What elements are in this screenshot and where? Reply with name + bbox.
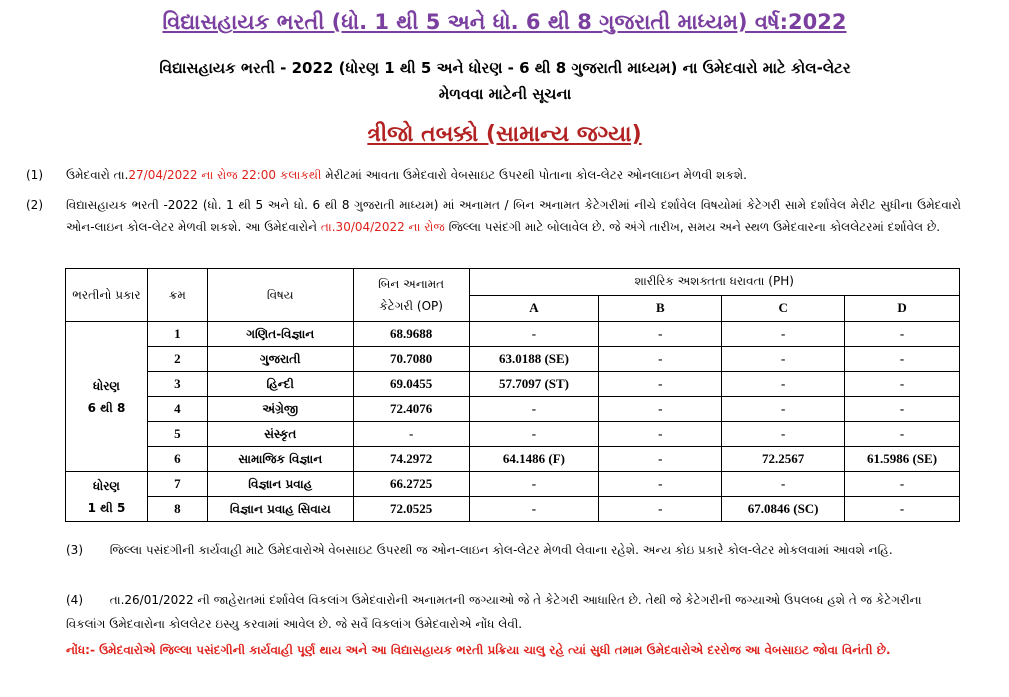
cell-op: 68.9688 <box>353 322 469 347</box>
instruction-2-date: તા.30/04/2022 ના રોજ <box>320 220 445 234</box>
cell-a: - <box>469 397 599 422</box>
table-row <box>66 372 960 397</box>
header-ph-a: A <box>469 295 599 322</box>
cell-c: 67.0846 (SC) <box>722 497 845 522</box>
header-ph-b: B <box>599 295 722 322</box>
instruction-3 <box>66 538 961 562</box>
cell-a: - <box>469 497 599 522</box>
table-row <box>66 397 960 422</box>
cell-b: - <box>599 322 722 347</box>
cell-d: - <box>845 422 960 447</box>
cell-d: - <box>845 497 960 522</box>
instruction-4-text: તા.26/01/2022 ની જાહેરાતમાં દર્શાવેલ વિકલાંગ ઉમેદવારોની અનામતની જગ્યાઓ જે તે કેટેગરી આધારિત છે. તેથી જે કેટેગરીની જગ્યાઓ ઉપલબ્ધ હશે તે જ કેટેગરીના વિકલાંગ ઉમેદવારોના કોલલેટર ઇસ્યુ કરવામાં આવેલ છે. જે સર્વે વિકલાંગ ઉમેદવારોએ નોંધ લેવી. <box>66 593 922 631</box>
cell-op: 66.2725 <box>353 472 469 497</box>
instruction-2-number: (2) <box>26 198 43 212</box>
cell-c: 72.2567 <box>722 447 845 472</box>
page-title: વિદ્યાસહાયક ભરતી (ધો. 1 થી 5 અને ધો. 6 થી 8 ગુજરાતી માધ્યમ) વર્ષ:2022 <box>162 10 847 34</box>
table-row <box>66 347 960 372</box>
cell-d: - <box>845 322 960 347</box>
cell-b: - <box>599 397 722 422</box>
group-type-cell <box>66 322 148 472</box>
phase-heading: ત્રીજો તબક્કો (સામાન્ય જગ્યા) <box>367 122 642 147</box>
cell-a: - <box>469 322 599 347</box>
header-ph-c: C <box>722 295 845 322</box>
cell-op: 74.2972 <box>353 447 469 472</box>
cell-c: - <box>722 372 845 397</box>
cell-sr: 3 <box>147 372 207 397</box>
cell-a: - <box>469 422 599 447</box>
notice-note: નોંધ:- ઉમેદવારોએ જિલ્લા પસંદગીની કાર્યવાહી પૂર્ણ થાય અને આ વિદ્યાસહાયક ભરતી પ્રક્રિયા ચાલુ રહે ત્યાં સુધી તમામ ઉમેદવારોએ દરરોજ આ વેબસાઇટ જોવા વિનંતી છે. <box>66 643 891 657</box>
cell-op: 69.0455 <box>353 372 469 397</box>
table-header-row <box>66 269 960 296</box>
cell-subject: વિજ્ઞાન પ્રવાહ સિવાય <box>207 497 353 522</box>
instruction-1-text: ઉમેદવારો તા. <box>66 168 129 182</box>
instruction-3-number: (3) <box>66 543 83 557</box>
cell-op: 70.7080 <box>353 347 469 372</box>
cell-subject: સામાજિક વિજ્ઞાન <box>207 447 353 472</box>
table-row <box>66 422 960 447</box>
header-ph-d: D <box>845 295 960 322</box>
cell-subject: અંગ્રેજી <box>207 397 353 422</box>
cell-sr: 1 <box>147 322 207 347</box>
header-op <box>353 269 469 322</box>
cell-sr: 5 <box>147 422 207 447</box>
table-row <box>66 447 960 472</box>
cell-a: 57.7097 (ST) <box>469 372 599 397</box>
subtitle-line-2: મેળવવા માટેની સૂચના <box>438 85 572 103</box>
instruction-1 <box>26 164 961 186</box>
cell-sr: 4 <box>147 397 207 422</box>
cell-op: 72.0525 <box>353 497 469 522</box>
header-recruitment-type: ભરતીનો પ્રકાર <box>66 269 148 322</box>
cell-c: - <box>722 397 845 422</box>
cell-c: - <box>722 322 845 347</box>
instruction-2-text: વિદ્યાસહાયક ભરતી -2022 (ધો. 1 થી 5 અને ધો. 6 થી 8 ગુજરાતી માધ્યમ) માં અનામત / બિન અનામત કેટેગરીમાં નીચે દર્શાવેલ વિષયોમાં કેટેગરી સામે દર્શાવેલ મેરીટ સુધીના ઉમેદવારો ઓન-લાઇન કોલ-લેટર મેળવી શકશે. આ ઉમેદવારોને <box>66 198 961 234</box>
cell-b: - <box>599 422 722 447</box>
cell-b: - <box>599 497 722 522</box>
cell-sr: 8 <box>147 497 207 522</box>
cell-sr: 2 <box>147 347 207 372</box>
cell-op: 72.4076 <box>353 397 469 422</box>
cell-a: - <box>469 472 599 497</box>
group-type-cell <box>66 472 148 522</box>
cell-sr: 7 <box>147 472 207 497</box>
cell-a: 63.0188 (SE) <box>469 347 599 372</box>
cell-d: - <box>845 397 960 422</box>
merit-table <box>65 268 960 522</box>
cell-c: - <box>722 472 845 497</box>
cell-b: - <box>599 347 722 372</box>
instruction-3-text: જિલ્લા પસંદગીની કાર્યવાહી માટે ઉમેદવારોએ વેબસાઇટ ઉપરથી જ ઓન-લાઇન કોલ-લેટર મેળવી લેવાના રહેશે. અન્ય કોઇ પ્રકારે કોલ-લેટર મોકલવામાં આવશે નહિ. <box>109 543 893 557</box>
instruction-2 <box>26 194 961 238</box>
instruction-1-text-end: મેરીટમાં આવતા ઉમેદવારો વેબસાઇટ ઉપરથી પોતાના કોલ-લેટર ઓનલાઇન મેળવી શકશે. <box>321 168 747 182</box>
header-op-line-2: કેટેગરી (OP) <box>379 299 443 313</box>
group-type-line-1: ધોરણ <box>93 378 120 393</box>
cell-c: - <box>722 422 845 447</box>
instruction-4 <box>66 588 961 636</box>
instruction-2-text-end: જિલ્લા પસંદગી માટે બોલાવેલ છે. જે અંગે તારીખ, સમય અને સ્થળ ઉમેદવારના કોલલેટરમાં દર્શાવેલ છે. <box>444 220 941 234</box>
table-row <box>66 322 960 347</box>
header-subject: વિષય <box>207 269 353 322</box>
table-row <box>66 497 960 522</box>
cell-d: - <box>845 472 960 497</box>
notice-subtitle <box>40 55 970 107</box>
instruction-1-date: 27/04/2022 ના રોજ 22:00 કલાકથી <box>128 168 322 182</box>
cell-subject: હિન્દી <box>207 372 353 397</box>
header-serial: ક્રમ <box>147 269 207 322</box>
cell-sr: 6 <box>147 447 207 472</box>
header-ph: શારીરિક અશક્તતા ધરાવતા (PH) <box>469 269 959 296</box>
cell-c: - <box>722 347 845 372</box>
cell-d: - <box>845 347 960 372</box>
group-type-line-1: ધોરણ <box>93 478 120 493</box>
header-op-line-1: બિન અનામત <box>378 277 445 291</box>
cell-subject: વિજ્ઞાન પ્રવાહ <box>207 472 353 497</box>
table-body <box>66 322 960 522</box>
subtitle-line-1: વિદ્યાસહાયક ભરતી - 2022 (ધોરણ 1 થી 5 અને ધોરણ - 6 થી 8 ગુજરાતી માધ્યમ) ના ઉમેદવારો માટે કોલ-લેટર <box>159 59 851 77</box>
instruction-4-number: (4) <box>66 593 83 607</box>
cell-b: - <box>599 447 722 472</box>
table-row <box>66 472 960 497</box>
group-type-line-2: 6 થી 8 <box>87 400 126 415</box>
cell-b: - <box>599 372 722 397</box>
cell-subject: ગુજરાતી <box>207 347 353 372</box>
cell-a: 64.1486 (F) <box>469 447 599 472</box>
cell-subject: સંસ્કૃત <box>207 422 353 447</box>
cell-d: 61.5986 (SE) <box>845 447 960 472</box>
group-type-line-2: 1 થી 5 <box>87 500 126 515</box>
cell-d: - <box>845 372 960 397</box>
cell-op: - <box>353 422 469 447</box>
cell-subject: ગણિત-વિજ્ઞાન <box>207 322 353 347</box>
cell-b: - <box>599 472 722 497</box>
instruction-1-number: (1) <box>26 168 43 182</box>
